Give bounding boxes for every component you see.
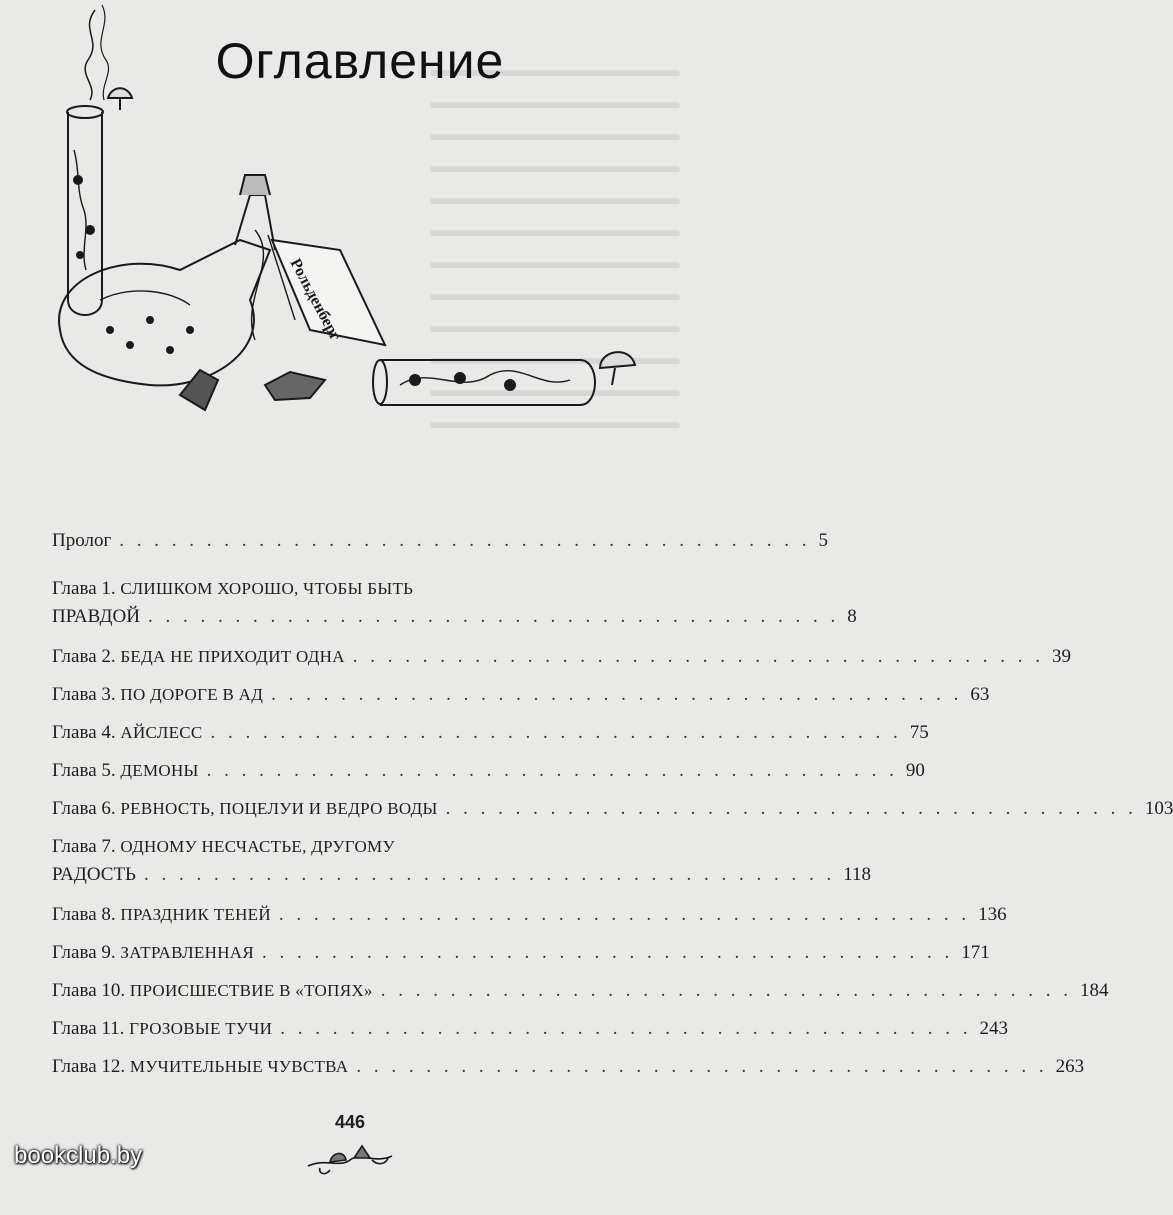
toc-page-number: 171 bbox=[961, 942, 990, 963]
page-title: Оглавление bbox=[215, 33, 505, 89]
toc-chapter: Глава 5. bbox=[52, 760, 116, 781]
toc-page-number: 136 bbox=[978, 904, 1007, 925]
toc-entry-chapter-7[interactable] bbox=[52, 828, 872, 896]
toc-chapter-title-continued: РАДОСТЬ bbox=[52, 864, 136, 885]
toc-leader-dots: . . . . . . . . . . . . . . . . . . . . . . . . . . . . . . . . . . . . . . . . bbox=[271, 684, 963, 705]
toc-entry-chapter-6[interactable] bbox=[52, 790, 1173, 828]
toc-chapter-title: МУЧИТЕЛЬНЫЕ ЧУВСТВА bbox=[129, 1057, 349, 1076]
toc-leader-dots: . . . . . . . . . . . . . . . . . . . . . . . . . . . . . . . . . . . . . . . . bbox=[262, 942, 954, 963]
toc-chapter-title: ЗАТРАВЛЕННАЯ bbox=[120, 943, 254, 962]
toc-leader-dots: . . . . . . . . . . . . . . . . . . . . . . . . . . . . . . . . . . . . . . . . bbox=[119, 530, 811, 551]
toc-leader-dots: . . . . . . . . . . . . . . . . . . . . . . . . . . . . . . . . . . . . . . . . bbox=[356, 1056, 1048, 1077]
toc-entry-chapter-4[interactable] bbox=[52, 714, 929, 752]
toc-chapter-title: ОДНОМУ НЕСЧАСТЬЕ, ДРУГОМУ bbox=[120, 837, 395, 856]
watermark: bookclub.by bbox=[14, 1142, 143, 1169]
toc-leader-dots: . . . . . . . . . . . . . . . . . . . . . . . . . . . . . . . . . . . . . . . . bbox=[280, 1018, 972, 1039]
toc-entry-chapter-3[interactable] bbox=[52, 676, 990, 714]
toc-entry-chapter-1[interactable] bbox=[52, 570, 857, 638]
toc-chapter-title: ПРОИСШЕСТВИЕ В «ТОПЯХ» bbox=[129, 981, 373, 1000]
toc-page-number: 39 bbox=[1052, 646, 1072, 667]
toc-page-number: 90 bbox=[905, 760, 925, 781]
toc-chapter: Глава 9. bbox=[52, 942, 116, 963]
toc-chapter: Глава 3. bbox=[52, 684, 116, 705]
table-of-contents bbox=[52, 522, 1173, 1086]
toc-entry-chapter-9[interactable] bbox=[52, 934, 990, 972]
toc-chapter: Глава 10. bbox=[52, 980, 126, 1001]
toc-page-number: 75 bbox=[909, 722, 929, 743]
toc-leader-dots: . . . . . . . . . . . . . . . . . . . . . . . . . . . . . . . . . . . . . . . . bbox=[352, 646, 1045, 667]
toc-page-number: 103 bbox=[1144, 798, 1173, 819]
toc-chapter-title: СЛИШКОМ ХОРОШО, ЧТОБЫ БЫТЬ bbox=[120, 579, 414, 598]
toc-entry-chapter-8[interactable] bbox=[52, 896, 1007, 934]
toc-chapter-title: ГРОЗОВЫЕ ТУЧИ bbox=[129, 1019, 273, 1038]
toc-chapter: Глава 11. bbox=[52, 1018, 125, 1039]
toc-leader-dots: . . . . . . . . . . . . . . . . . . . . . . . . . . . . . . . . . . . . . . . . bbox=[380, 980, 1072, 1001]
toc-leader-dots: . . . . . . . . . . . . . . . . . . . . . . . . . . . . . . . . . . . . . . . . bbox=[210, 722, 902, 743]
tag-label: Рольденберг bbox=[286, 255, 344, 344]
toc-chapter-title: БЕДА НЕ ПРИХОДИТ ОДНА bbox=[120, 647, 345, 666]
toc-chapter: Глава 6. bbox=[52, 798, 116, 819]
toc-leader-dots: . . . . . . . . . . . . . . . . . . . . . . . . . . . . . . . . . . . . . . . . bbox=[143, 864, 836, 885]
page-number: 446 bbox=[334, 1112, 366, 1132]
toc-entry-chapter-5[interactable] bbox=[52, 752, 925, 790]
toc-chapter: Глава 12. bbox=[52, 1056, 126, 1077]
toc-leader-dots: . . . . . . . . . . . . . . . . . . . . . . . . . . . . . . . . . . . . . . . . bbox=[445, 798, 1137, 819]
toc-leader-dots: . . . . . . . . . . . . . . . . . . . . . . . . . . . . . . . . . . . . . . . . bbox=[206, 760, 898, 781]
toc-entry-chapter-11[interactable] bbox=[52, 1010, 1008, 1048]
toc-chapter: Глава 2. bbox=[52, 646, 116, 667]
toc-leader-dots: . . . . . . . . . . . . . . . . . . . . . . . . . . . . . . . . . . . . . . . . bbox=[147, 606, 840, 627]
toc-page-number: 63 bbox=[970, 684, 990, 705]
toc-page-number: 118 bbox=[843, 864, 872, 885]
toc-entry-chapter-12[interactable] bbox=[52, 1048, 1085, 1086]
toc-chapter: Глава 8. bbox=[52, 904, 116, 925]
toc-page-number: 184 bbox=[1079, 980, 1109, 1001]
toc-chapter: Глава 4. bbox=[52, 722, 116, 743]
toc-page-number: 8 bbox=[847, 606, 857, 627]
toc-chapter: Глава 1. bbox=[52, 578, 116, 599]
toc-chapter: Глава 7. bbox=[52, 836, 116, 857]
toc-page-number: 243 bbox=[979, 1018, 1008, 1039]
toc-leader-dots: . . . . . . . . . . . . . . . . . . . . . . . . . . . . . . . . . . . . . . . . bbox=[278, 904, 971, 925]
toc-entry-chapter-2[interactable] bbox=[52, 638, 1072, 676]
toc-entry-prologue[interactable] bbox=[52, 522, 828, 560]
toc-page-number: 5 bbox=[818, 530, 828, 551]
toc-chapter-title: ПРАЗДНИК ТЕНЕЙ bbox=[120, 905, 271, 924]
toc-chapter-title: ПО ДОРОГЕ В АД bbox=[120, 685, 264, 704]
toc-chapter-title: РЕВНОСТЬ, ПОЦЕЛУИ И ВЕДРО ВОДЫ bbox=[120, 799, 438, 818]
toc-entry-chapter-10[interactable] bbox=[52, 972, 1109, 1010]
toc-chapter-title-continued: ПРАВДОЙ bbox=[52, 606, 140, 627]
toc-chapter-title: ДЕМОНЫ bbox=[120, 761, 199, 780]
toc-chapter: Пролог bbox=[52, 530, 112, 551]
footer-ornament-icon bbox=[300, 1138, 400, 1178]
toc-page-number: 263 bbox=[1055, 1056, 1085, 1077]
toc-chapter-title: АЙСЛЕСС bbox=[120, 723, 203, 742]
